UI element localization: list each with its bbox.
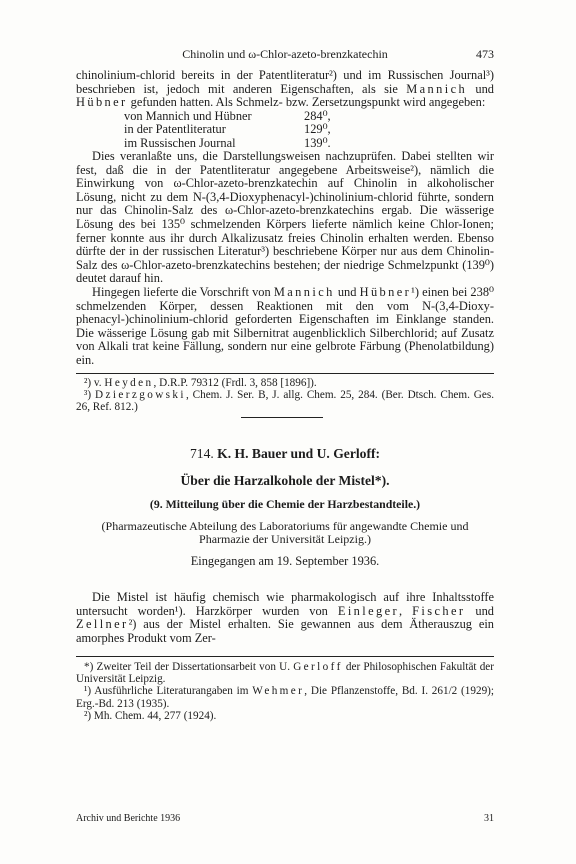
paragraph-3: Hingegen lieferte die Vorschrift von Mannich und Hübner¹) einen bei 238⁰ schmelzenden Körper, dessen Reaktionen mit den vom N-(3,4-Dioxy-phenacyl-)chinolinium-chlorid geforderten Eigenschaften im Einklange standen. Die wässerige Lösung gab mit Silbernitrat augenblicklich Silberchlorid; auf Zusatz von Alkali trat keine Fällung, sondern nur eine gelbrote Färbung (Phenolatbildung) ein. [76,284,494,367]
article-body [76,591,494,645]
melting-point-list [124,110,494,150]
article-affiliation: (Pharmazeutische Abteilung des Laboratoriums für angewandte Chemie und Pharmazie der Universität Leipzig.) [101,519,469,547]
list-item: von Mannich und Hübner 284⁰, [124,108,331,123]
running-title: Chinolin und ω-Chlor-azeto-brenzkatechin [182,47,388,61]
footnotes-top [76,377,494,414]
footnote-2: ²) v. Heyden, D.R.P. 79312 (Frdl. 3, 858 [1896]). [84,377,317,389]
author-name-mannich: Mannich [406,81,468,96]
received-date: Eingegangen am 19. September 1936. [190,554,380,569]
footnote-1: ¹) Ausführliche Literaturangaben im Wehmer, Die Pflanzenstoffe, Bd. I. 261/2 (1929); Erg.-Bd. 213 (1935). [76,685,494,710]
paragraph-2: Dies veranlaßte uns, die Darstellungsweisen nachzuprüfen. Dabei stellten wir fest, daß die in der Patentliteratur angegebene Arbeitsweise²), nämlich die Einwirkung von ω-Chlor-azeto-brenzkatechin auf Chinolin in alkoholischer Lösung, nicht zu dem N-(3,4-Dioxyphenacyl-)chinolinium-chlorid führte, sondern nur das Chinolin-Salz des ω-Chlor-azeto-brenzkatechins ergab. Die wässerige Lösung des bei 135⁰ schmelzenden Körpers lieferte nämlich keine Chlor-Ionen; ferner konnte aus ihr durch Alkalizusatz freies Chinolin erhalten werden. Ebenso dürfte der in der russischen Literatur³) beschriebene Körper nur aus dem Chinolin-Salz des ω-Chlor-azeto-brenzkatechins bestehen; der niedrige Schmelzpunkt (139⁰) deutet darauf hin. [76,149,494,286]
footnote-rule [76,656,494,657]
section-divider [241,417,323,418]
footnote-rule [76,373,494,374]
running-header [76,47,494,63]
signature-mark: 31 [484,813,494,824]
previous-article-continuation [76,69,494,368]
footnote-star: *) Zweiter Teil der Dissertationsarbeit von U. Gerloff der Philosophischen Fakultät der Universität Leipzig. [76,661,494,686]
list-item: im Russischen Journal 139⁰. [124,135,331,150]
footnotes-article [76,661,494,722]
article-title: Über die Harzalkohole der Mistel*). [180,473,390,488]
author-name-huebner: Hübner [76,95,128,110]
article-series: (9. Mitteilung über die Chemie der Harzbestandteile.) [149,497,421,511]
journal-name: Archiv und Berichte 1936 [76,813,181,824]
article-paragraph-1: Die Mistel ist häufig chemisch wie pharmakologisch auf ihre Inhaltsstoffe untersucht worden¹). Harzkörper wurden von Einleger, Fischer und Zellner²) aus der Mistel erhalten. Sie gewannen aus dem Ätherauszug ein amorphes Produkt vom Zer- [76,590,495,645]
page-footer [76,813,494,824]
page-number: 473 [476,47,494,61]
list-item: in der Patentliteratur 129⁰, [124,122,331,137]
footnote-2: ²) Mh. Chem. 44, 277 (1924). [84,709,217,722]
article-heading [76,446,494,569]
article-authors: 714. K. H. Bauer und U. Gerloff: [189,446,381,461]
footnote-3: ³) Dzierzgowski, Chem. J. Ser. B, J. allg. Chem. 25, 284. (Ber. Dtsch. Chem. Ges. 26, Ref. 812.) [76,389,494,414]
paragraph-1: chinolinium-chlorid bereits in der Patentliteratur²) und im Russischen Journal³) beschrieben ist, jedoch mit anderen Eigenschaften, als sie Mannich und Hübner gefunden hatten. Als Schmelz- bzw. Zersetzungspunkt wird angegeben: [76,68,494,110]
